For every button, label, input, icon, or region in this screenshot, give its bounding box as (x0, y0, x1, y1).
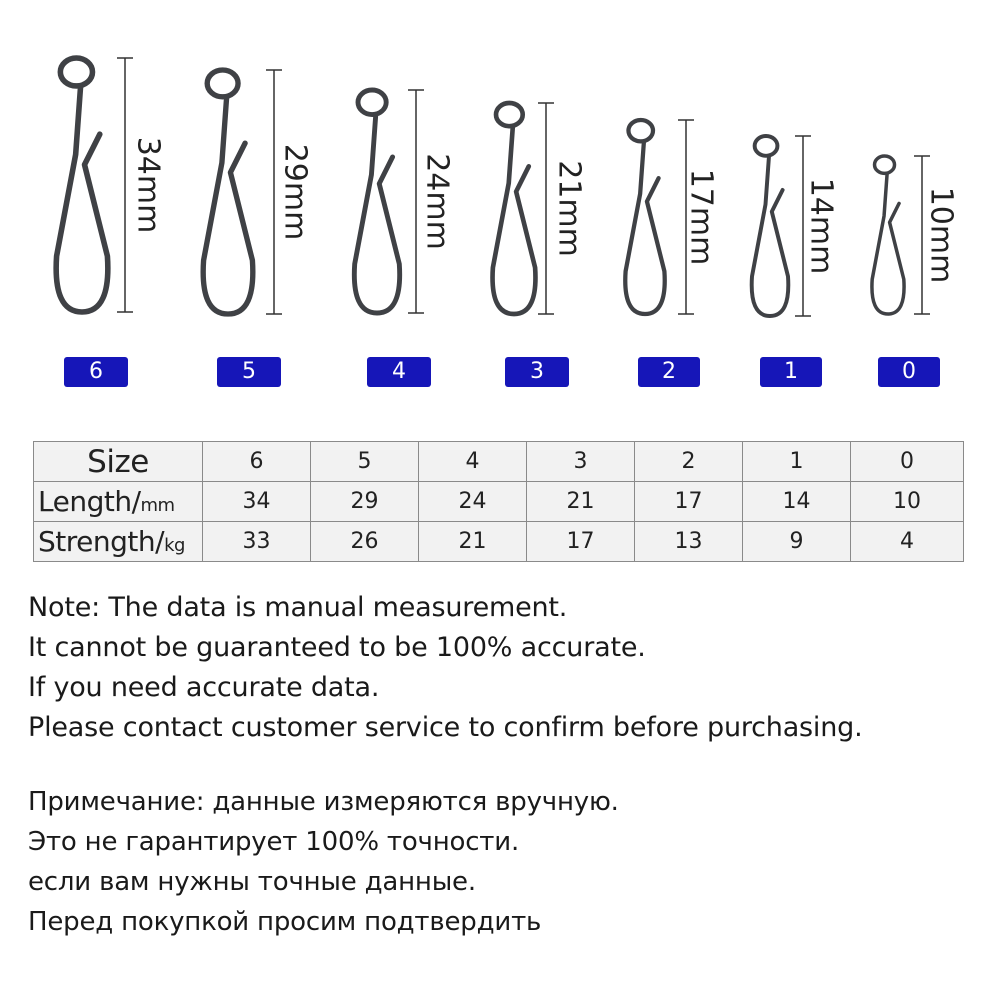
length-unit: mm (140, 495, 175, 516)
note-line: Note: The data is manual measurement. (28, 592, 568, 623)
note-line: Please contact customer service to confirm before purchasing. (28, 712, 863, 743)
strength-unit: kg (164, 535, 185, 556)
length-label: 29mm (277, 143, 313, 241)
snap-body-icon (872, 173, 904, 314)
snap-eye-icon (358, 90, 386, 115)
snap-6 (56, 58, 165, 312)
length-label: 21mm (551, 160, 587, 257)
note-line: It cannot be guaranteed to be 100% accurate. (28, 632, 646, 663)
table-cell: 34 (203, 482, 311, 522)
table-cell: 4 (419, 442, 527, 482)
table-cell: 6 (203, 442, 311, 482)
length-header (34, 482, 203, 522)
snap-eye-icon (628, 120, 653, 141)
note-line: Перед покупкой просим подтвердить (28, 907, 542, 937)
table-row-strength (34, 522, 964, 562)
table-cell: 13 (635, 522, 743, 562)
size-badge: 4 (367, 357, 431, 387)
table-cell: 4 (851, 522, 964, 562)
table-row-size (34, 442, 964, 482)
snap-2 (625, 120, 718, 314)
note-line: Примечание: данные измеряются вручную. (28, 787, 619, 817)
table-cell: 9 (743, 522, 851, 562)
strength-header (34, 522, 203, 562)
snap-eye-icon (496, 103, 523, 126)
snap-4 (354, 90, 454, 313)
table-cell: 26 (311, 522, 419, 562)
length-label: 14mm (803, 177, 839, 275)
snap-body-icon (625, 141, 664, 314)
table-cell: 21 (527, 482, 635, 522)
note-russian (28, 782, 619, 942)
snap-eye-icon (875, 156, 895, 173)
length-header-label: Length/ (38, 485, 141, 518)
size-badge: 1 (760, 357, 822, 387)
table-cell: 17 (635, 482, 743, 522)
table-cell: 17 (527, 522, 635, 562)
snap-body-icon (203, 97, 253, 314)
size-badge: 3 (505, 357, 569, 387)
strength-header-label: Strength/ (38, 525, 165, 558)
snap-eye-icon (207, 70, 238, 97)
length-label: 24mm (419, 153, 455, 250)
table-cell: 33 (203, 522, 311, 562)
snap-0 (872, 156, 959, 314)
table-cell: 1 (743, 442, 851, 482)
table-cell: 5 (311, 442, 419, 482)
table-cell: 2 (635, 442, 743, 482)
snap-eye-icon (755, 136, 778, 156)
table-cell: 24 (419, 482, 527, 522)
note-line: если вам нужны точные данные. (28, 867, 476, 897)
note-line: If you need accurate data. (28, 672, 380, 703)
table-cell: 29 (311, 482, 419, 522)
length-label: 17mm (683, 168, 719, 266)
spec-table (33, 441, 964, 562)
table-cell: 21 (419, 522, 527, 562)
size-badge: 6 (64, 357, 128, 387)
snap-body-icon (493, 126, 536, 314)
snap-1 (752, 136, 839, 316)
length-label: 10mm (923, 186, 959, 284)
snap-illustrations (0, 0, 1000, 400)
table-row-length (34, 482, 964, 522)
note-english (28, 588, 862, 748)
snap-body-icon (752, 156, 789, 316)
size-badge: 0 (878, 357, 940, 387)
table-cell: 0 (851, 442, 964, 482)
note-line: Это не гарантирует 100% точности. (28, 827, 520, 857)
snap-body-icon (56, 86, 108, 312)
length-label: 34mm (130, 136, 166, 234)
table-cell: 14 (743, 482, 851, 522)
size-badge: 2 (638, 357, 700, 387)
table-cell: 3 (527, 442, 635, 482)
size-header: Size (34, 442, 203, 482)
snap-eye-icon (60, 58, 92, 86)
size-badge: 5 (217, 357, 281, 387)
snap-5 (203, 70, 312, 314)
table-cell: 10 (851, 482, 964, 522)
snap-3 (493, 103, 587, 314)
snap-body-icon (354, 115, 399, 313)
